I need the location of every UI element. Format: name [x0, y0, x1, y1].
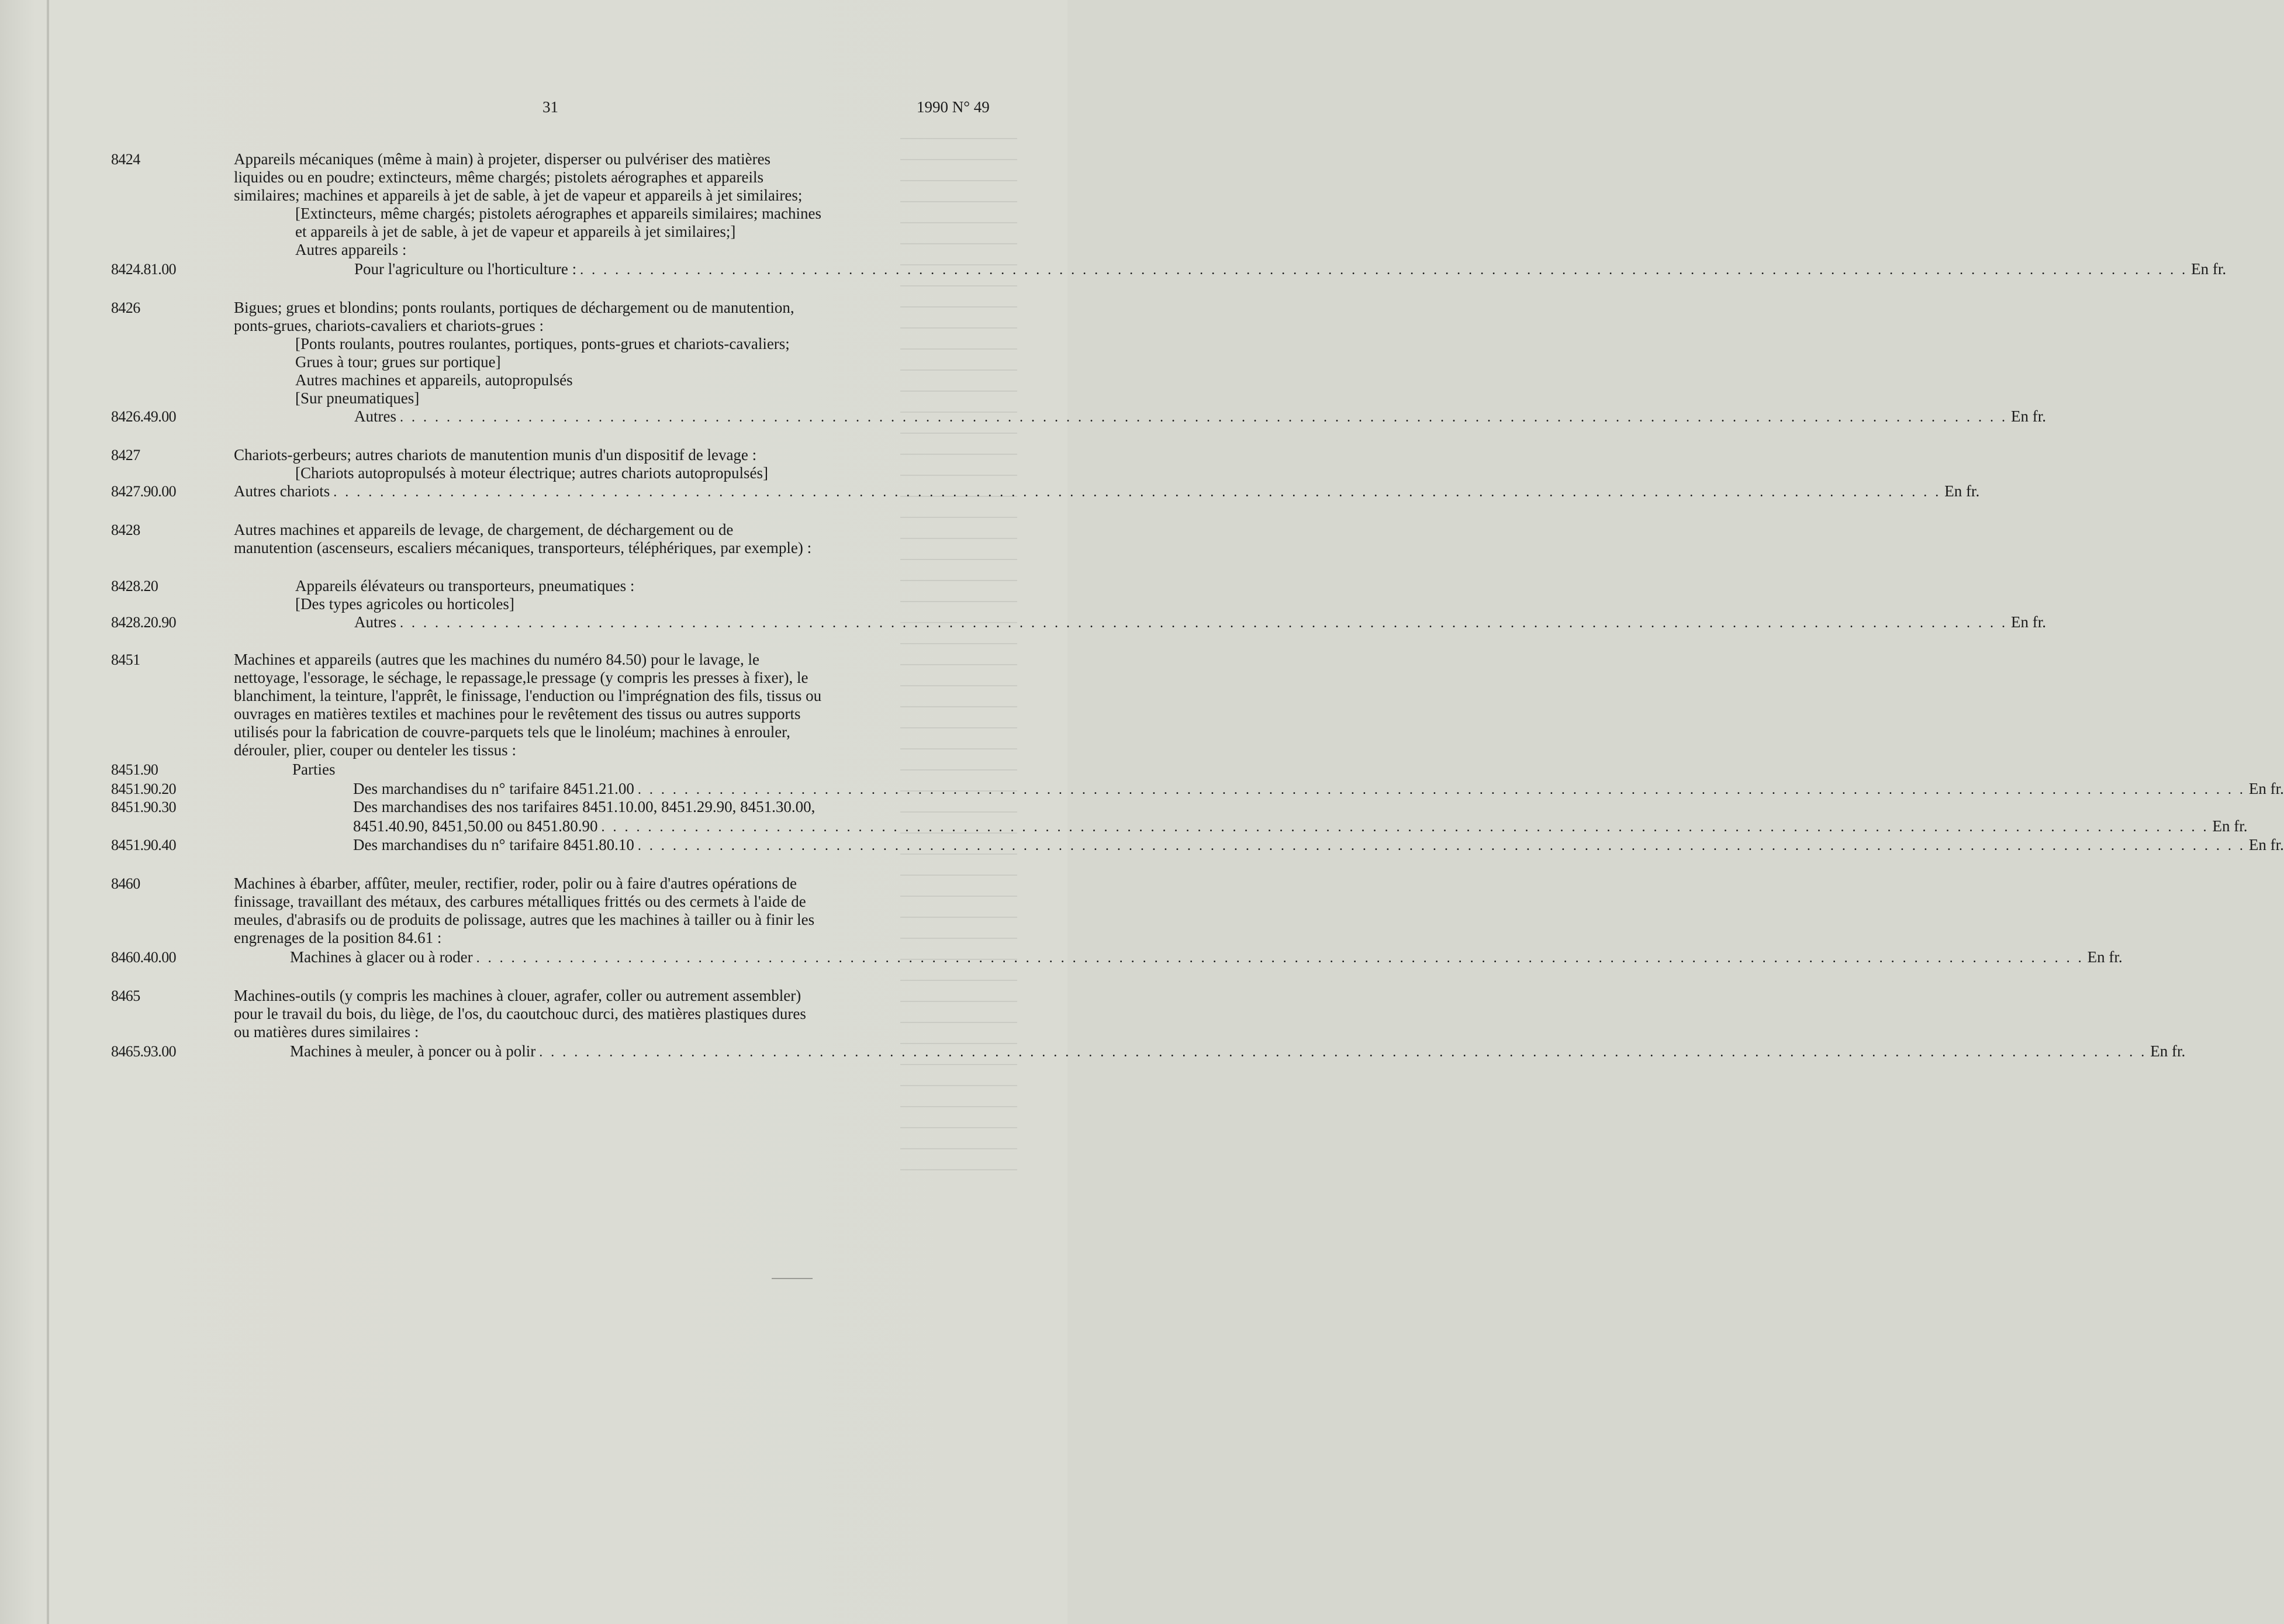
tariff-code: 8451.90.40 [111, 837, 177, 854]
heading-text: Appareils mécaniques (même à main) à projeter, disperser ou pulvériser des matières [234, 150, 771, 168]
gazette-reference: 1990 N° 49 [917, 98, 990, 116]
tariff-code: 8428.20.90 [111, 614, 177, 631]
heading-text: finissage, travaillant des métaux, des carbures métalliques frittés ou des cermets à l'aide de [234, 893, 806, 910]
rate-text: En fr. [2010, 407, 2046, 425]
heading-text: ouvrages en matières textiles et machines pour le revêtement des tissus ou autres supports [234, 705, 801, 723]
page-number: 31 [543, 98, 558, 116]
tariff-line [353, 835, 2284, 855]
tariff-line [353, 779, 2284, 799]
leader-dots: . . . . . . . . . . . . . . . . . . . . . . . . . . . . . . . . . . . . . . . . . . . . . . . . . . . . . . . . . . . . . . . . . . . . . . . . . . . . . . . . . . . . . . . . . . . . . . . . . . . . . . . . . . . . . . . . . . . . . . . . . . . . . . . . . . . . . . . . . . [637, 838, 2245, 854]
subheading-text: et appareils à jet de sable, à jet de vapeur et appareils à jet similaires;] [295, 223, 736, 240]
rate-text: En fr. [2087, 948, 2123, 966]
tariff-description: Machines à glacer ou à roder [290, 948, 473, 966]
tariff-line [354, 260, 2227, 279]
tariff-line [234, 482, 1980, 502]
leader-dots: . . . . . . . . . . . . . . . . . . . . . . . . . . . . . . . . . . . . . . . . . . . . . . . . . . . . . . . . . . . . . . . . . . . . . . . . . . . . . . . . . . . . . . . . . . . . . . . . . . . . . . . . . . . . . . . . . . . . . . . . . . . . . . . . . . . . . . . . . . [399, 410, 2007, 425]
tariff-description: Autres [354, 407, 396, 425]
heading-text: nettoyage, l'essorage, le séchage, le repassage,le pressage (y compris les presses à fixer), le [234, 669, 808, 686]
heading-text: utilisés pour la fabrication de couvre-parquets tels que le linoléum; machines à enrouler, [234, 723, 790, 741]
subheading-text: Autres machines et appareils, autopropulsés [295, 371, 573, 389]
leader-dots: . . . . . . . . . . . . . . . . . . . . . . . . . . . . . . . . . . . . . . . . . . . . . . . . . . . . . . . . . . . . . . . . . . . . . . . . . . . . . . . . . . . . . . . . . . . . . . . . . . . . . . . . . . . . . . . . . . . . . . . . . . . . . . . . . . . . . . . . . . [637, 782, 2245, 797]
subheading-text: [Sur pneumatiques] [295, 389, 420, 407]
subheading-text: Appareils élévateurs ou transporteurs, pneumatiques : [295, 577, 635, 595]
heading-text: ponts-grues, chariots-cavaliers et chariots-grues : [234, 317, 544, 334]
tariff-description: 8451.40.90, 8451,50.00 ou 8451.80.90 [353, 817, 598, 835]
heading-text: Autres machines et appareils de levage, de chargement, de déchargement ou de [234, 521, 734, 538]
divider [772, 1278, 813, 1279]
rate-text: En fr. [2212, 817, 2248, 835]
heading-text: Chariots-gerbeurs; autres chariots de manutention munis d'un dispositif de levage : [234, 446, 757, 464]
binding-gutter [47, 0, 49, 1624]
tariff-line [354, 407, 2046, 427]
subheading-text: Autres appareils : [295, 241, 407, 258]
leader-dots: . . . . . . . . . . . . . . . . . . . . . . . . . . . . . . . . . . . . . . . . . . . . . . . . . . . . . . . . . . . . . . . . . . . . . . . . . . . . . . . . . . . . . . . . . . . . . . . . . . . . . . . . . . . . . . . . . . . . . . . . . . . . . . . . . . . . . . . . . . [539, 1045, 2147, 1060]
heading-text: pour le travail du bois, du liège, de l'os, du caoutchouc durci, des matières plastiques dures [234, 1005, 806, 1022]
subheading-text: [Extincteurs, même chargés; pistolets aérographes et appareils similaires; machines [295, 205, 821, 222]
tariff-line [290, 948, 2123, 968]
heading-text: blanchiment, la teinture, l'apprêt, le finissage, l'enduction ou l'imprégnation des fils, tissus ou [234, 687, 822, 704]
tariff-description: Autres [354, 613, 396, 631]
heading-code: 8465 [111, 987, 140, 1004]
leader-dots: . . . . . . . . . . . . . . . . . . . . . . . . . . . . . . . . . . . . . . . . . . . . . . . . . . . . . . . . . . . . . . . . . . . . . . . . . . . . . . . . . . . . . . . . . . . . . . . . . . . . . . . . . . . . . . . . . . . . . . . . . . . . . . . . . . . . . . . . . . [580, 262, 2188, 278]
rate-text: En fr. [2248, 780, 2284, 797]
heading-code: 8426 [111, 299, 140, 316]
heading-text: Machines-outils (y compris les machines à clouer, agrafer, coller ou autrement assembler) [234, 987, 801, 1004]
leader-dots: . . . . . . . . . . . . . . . . . . . . . . . . . . . . . . . . . . . . . . . . . . . . . . . . . . . . . . . . . . . . . . . . . . . . . . . . . . . . . . . . . . . . . . . . . . . . . . . . . . . . . . . . . . . . . . . . . . . . . . . . . . . . . . . . . . . . . . . . . . [333, 485, 1941, 500]
subheading-text: [Des types agricoles ou horticoles] [295, 595, 514, 613]
heading-text: ou matières dures similaires : [234, 1023, 419, 1041]
rate-text: En fr. [1944, 482, 1980, 500]
subheading-text: [Chariots autopropulsés à moteur électrique; autres chariots autopropulsés] [295, 464, 769, 482]
heading-text: Machines à ébarber, affûter, meuler, rectifier, roder, polir ou à faire d'autres opérations de [234, 875, 797, 892]
heading-text: manutention (ascenseurs, escaliers mécaniques, transporteurs, téléphériques, par exemple) : [234, 539, 812, 557]
subheading-text: [Ponts roulants, poutres roulantes, portiques, ponts-grues et chariots-cavaliers; [295, 335, 790, 353]
tariff-description: Autres chariots [234, 482, 330, 500]
tariff-description: Des marchandises des nos tarifaires 8451.10.00, 8451.29.90, 8451.30.00, [353, 798, 816, 816]
subheading-code: 8451.90 [111, 761, 158, 778]
heading-code: 8428 [111, 521, 140, 538]
leader-dots: . . . . . . . . . . . . . . . . . . . . . . . . . . . . . . . . . . . . . . . . . . . . . . . . . . . . . . . . . . . . . . . . . . . . . . . . . . . . . . . . . . . . . . . . . . . . . . . . . . . . . . . . . . . . . . . . . . . . . . . . . . . . . . . . . . . . . . . . . . [399, 616, 2007, 631]
bleed-through-text [900, 123, 1017, 1175]
tariff-code: 8451.90.30 [111, 799, 177, 816]
heading-text: Bigues; grues et blondins; ponts roulants, portiques de déchargement ou de manutention, [234, 299, 794, 316]
heading-code: 8460 [111, 875, 140, 892]
tariff-code: 8465.93.00 [111, 1043, 177, 1060]
leader-dots: . . . . . . . . . . . . . . . . . . . . . . . . . . . . . . . . . . . . . . . . . . . . . . . . . . . . . . . . . . . . . . . . . . . . . . . . . . . . . . . . . . . . . . . . . . . . . . . . . . . . . . . . . . . . . . . . . . . . . . . . . . . . . . . . . . . . . . . . . . [476, 951, 2084, 966]
subheading-text: Grues à tour; grues sur portique] [295, 353, 501, 371]
subheading-text: Parties [292, 761, 336, 778]
heading-code: 8451 [111, 651, 140, 668]
tariff-description: Machines à meuler, à poncer ou à polir [290, 1042, 536, 1060]
tariff-code: 8426.49.00 [111, 408, 177, 425]
tariff-description: Des marchandises du n° tarifaire 8451.21.00 [353, 780, 634, 797]
leader-dots: . . . . . . . . . . . . . . . . . . . . . . . . . . . . . . . . . . . . . . . . . . . . . . . . . . . . . . . . . . . . . . . . . . . . . . . . . . . . . . . . . . . . . . . . . . . . . . . . . . . . . . . . . . . . . . . . . . . . . . . . . . . . . . . . . . . . . . . . . . [601, 820, 2209, 835]
tariff-code: 8427.90.00 [111, 483, 177, 500]
rate-text: En fr. [2191, 260, 2227, 278]
tariff-line [354, 613, 2046, 633]
subheading-code: 8428.20 [111, 578, 158, 595]
rate-text: En fr. [2010, 613, 2046, 631]
heading-text: meules, d'abrasifs ou de produits de polissage, autres que les machines à tailler ou à finir les [234, 911, 815, 928]
tariff-code: 8451.90.20 [111, 780, 177, 797]
heading-code: 8427 [111, 447, 140, 464]
heading-code: 8424 [111, 151, 140, 168]
tariff-code: 8460.40.00 [111, 949, 177, 966]
rate-text: En fr. [2150, 1042, 2186, 1060]
heading-text: Machines et appareils (autres que les machines du numéro 84.50) pour le lavage, le [234, 651, 759, 668]
heading-text: dérouler, plier, couper ou denteler les tissus : [234, 741, 516, 759]
rate-text: En fr. [2248, 836, 2284, 854]
tariff-description: Des marchandises du n° tarifaire 8451.80.10 [353, 836, 634, 854]
tariff-code: 8424.81.00 [111, 261, 177, 278]
tariff-line [290, 1042, 2186, 1062]
tariff-description: Pour l'agriculture ou l'horticulture : [354, 260, 577, 278]
heading-text: liquides ou en poudre; extincteurs, même chargés; pistolets aérographes et appareils [234, 168, 763, 186]
heading-text: engrenages de la position 84.61 : [234, 929, 442, 946]
heading-text: similaires; machines et appareils à jet de sable, à jet de vapeur et appareils à jet similaires; [234, 186, 803, 204]
tariff-line [353, 817, 2248, 837]
